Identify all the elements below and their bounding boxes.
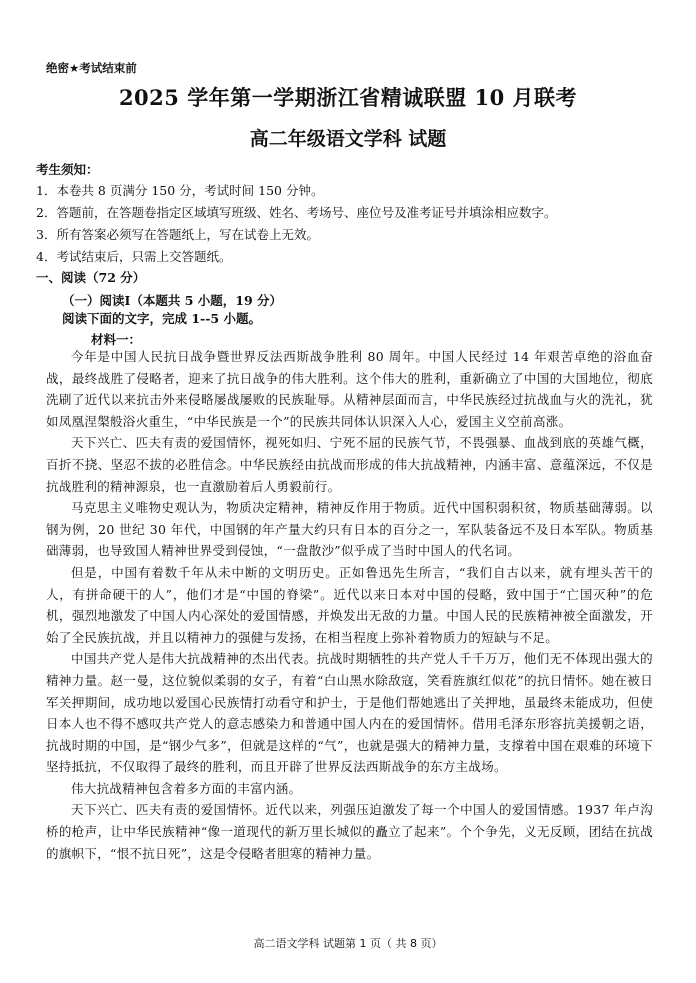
passage-paragraph: 伟大抗战精神包含着多方面的丰富内涵。 [71, 780, 302, 796]
exam-subtitle: 高二年级语文学科 试题 [249, 128, 447, 150]
section-heading: 一、阅读（72 分） [36, 270, 146, 285]
note-item: 1．本卷共 8 页满分 150 分，考试时间 150 分钟。 [36, 183, 324, 198]
passage-body [46, 346, 653, 864]
passage-paragraph: 今年是中国人民抗日战争暨世界反法西斯战争胜利 80 周年。中国人民经过 14 年艰苦卓绝的浴血奋战，最终战胜了侵略者，迎来了抗日战争的伟大胜利。这个伟大的胜利，重新确立了中国的大国地位，彻底洗刷了近代以来抗击外来侵略屡战屡败的民族耻辱。从精神层面而言，中华民族经过抗战血与火的洗礼，犹如凤凰涅槃般浴火重生，“中华民族是一个”的民族共同体认识深入人心，爱国主义空前高涨。 [46, 349, 653, 429]
note-item: 2．答题前，在答题卷指定区域填写班级、姓名、考场号、座位号及准考证号并填涂相应数字。 [36, 205, 557, 220]
passage-paragraph: 马克思主义唯物史观认为，物质决定精神，精神反作用于物质。近代中国积弱积贫，物质基础薄弱。以钢为例，20 世纪 30 年代，中国钢的年产量大约只有日本的百分之一，军队装备远不及日本军队。物质基础薄弱，也导致国人精神世界受到侵蚀，“一盘散沙”似乎成了当时中国人的代名词。 [46, 500, 653, 559]
subsection-heading: （一）阅读Ⅰ（本题共 5 小题，19 分） [62, 293, 282, 308]
passage-paragraph: 中国共产党人是伟大抗战精神的杰出代表。抗战时期牺牲的共产党人千千万万，他们无不体现出强大的精神力量。赵一曼，这位貌似柔弱的女子，有着“白山黑水除敌寇，笑看旌旗红似花”的抗日情怀。她在被日军关押期间，成功地以爱国心民族情打动看守和护士，于是他们帮她逃出了关押地，虽最终未能成功，但使日本人也不得不感叹共产党人的意志感染力和普通中国人内在的爱国情怀。借用毛泽东形容抗美援朝之语，抗战时期的中国，是“钢少气多”，但就是这样的“气”，也就是强大的精神力量，支撑着中国在艰难的环境下坚持抵抗，不仅取得了最终的胜利，而且开辟了世界反法西斯战争的东方主战场。 [46, 651, 653, 775]
material-label: 材料一： [91, 332, 142, 347]
notes-heading: 考生须知： [36, 162, 99, 177]
passage-paragraph: 但是，中国有着数千年从未中断的文明历史。正如鲁迅先生所言，“我们自古以来，就有埋头苦干的人，有拼命硬干的人”，他们才是“中国的脊梁”。近代以来日本对中国的侵略，致中国于“亡国灭种”的危机，强烈地激发了中国人内心深处的爱国情感，并焕发出无敌的力量。中国人民的民族精神被全面激发，开始了全民族抗战，并且以精神力的强健与发扬，在相当程度上弥补着物质力的短缺与不足。 [46, 564, 653, 645]
reading-instruction: 阅读下面的文字，完成 1--5 小题。 [62, 311, 261, 326]
secret-mark: 绝密★考试结束前 [46, 61, 137, 75]
exam-title: 2025 学年第一学期浙江省精诚联盟 10 月联考 [118, 85, 578, 110]
notes-list [36, 180, 676, 268]
passage-paragraph: 天下兴亡、匹夫有责的爱国情怀。近代以来，列强压迫激发了每一个中国人的爱国情感。1937 年卢沟桥的枪声，让中华民族精神“像一道现代的新万里长城似的矗立了起来”。个个争先，义无反顾，团结在抗战的旗帜下，“恨不抗日死”，这是令侵略者胆寒的精神力量。 [46, 802, 653, 861]
note-item: 4．考试结束后，只需上交答题纸。 [36, 249, 232, 264]
note-item: 3．所有答案必须写在答题纸上，写在试卷上无效。 [36, 227, 319, 242]
page-footer: 高二语文学科 试题第 1 页（ 共 8 页） [253, 937, 443, 950]
passage-paragraph: 天下兴亡、匹夫有责的爱国情怀，视死如归、宁死不屈的民族气节，不畏强暴、血战到底的英雄气概，百折不挠、坚忍不拔的必胜信念。中华民族经由抗战而形成的伟大抗战精神，内涵丰富、意蕴深远，不仅是抗战胜利的精神源泉，也一直激励着后人勇毅前行。 [46, 435, 653, 494]
